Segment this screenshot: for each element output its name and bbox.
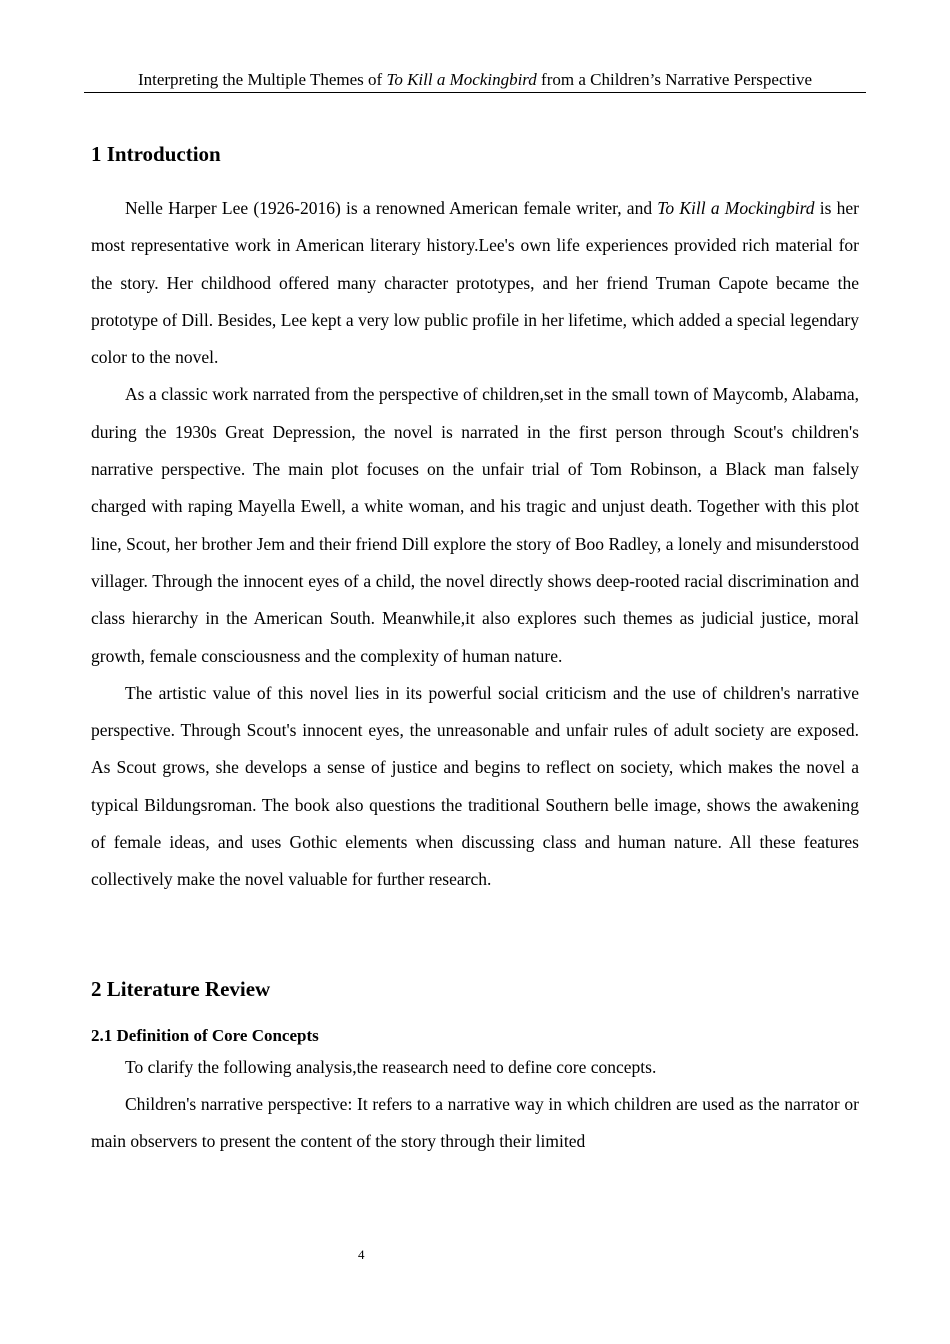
intro-p1-text-before: Nelle Harper Lee (1926-2016) is a renowned American female writer, and: [125, 198, 658, 218]
header-title-italic: To Kill a Mockingbird: [386, 70, 537, 89]
intro-paragraph-1: [91, 190, 859, 376]
header-title-before: Interpreting the Multiple Themes of: [137, 70, 387, 89]
review-paragraph-1: To clarify the following analysis,the reasearch need to define core concepts.: [125, 1056, 657, 1077]
review-paragraph-2: Children's narrative perspective: It refers to a narrative way in which children are used as the narrator or main observers to present the content of the story through their limited: [91, 1093, 859, 1152]
section-heading-introduction: 1 Introduction: [91, 142, 221, 166]
intro-paragraph-2: As a classic work narrated from the perspective of children,set in the small town of Maycomb, Alabama, during the 1930s Great Depression, the novel is narrated in the first person through Scout's children's narrative perspective. The main plot focuses on the unfair trial of Tom Robinson, a Black man falsely charged with raping Mayella Ewell, a white woman, and his tragic and unjust death. Together with this plot line, Scout, her brother Jem and their friend Dill explore the story of Boo Radley, a lonely and misunderstood villager. Through the innocent eyes of a child, the novel directly shows deep-rooted racial discrimination and class hierarchy in the American South. Meanwhile,it also explores such themes as judicial justice, moral growth, female consciousness and the complexity of human nature.: [91, 384, 859, 666]
header-title-after: from a Children’s Narrative Perspective: [536, 70, 813, 89]
intro-p1-text-after: is her most representative work in American literary history.Lee's own life experiences provided rich material for the story. Her childhood offered many character prototypes, and her friend Truman Capote became the prototype of Dill. Besides, Lee kept a very low public profile in her lifetime, which added a special legendary color to the novel.: [91, 198, 859, 368]
section-heading-literature-review: 2 Literature Review: [91, 976, 271, 1001]
document-body: [91, 138, 859, 1161]
running-header: [84, 68, 866, 93]
subsection-heading-core-concepts: 2.1 Definition of Core Concepts: [91, 1025, 319, 1045]
page-number: 4: [358, 1247, 365, 1262]
intro-p1-book-title: To Kill a Mockingbird: [657, 198, 815, 218]
intro-paragraph-3: The artistic value of this novel lies in its powerful social criticism and the use of children's narrative perspective. Through Scout's innocent eyes, the unreasonable and unfair rules of adult society are exposed. As Scout grows, she develops a sense of justice and begins to reflect on society, which makes the novel a typical Bildungsroman. The book also questions the traditional Southern belle image, shows the awakening of female ideas, and uses Gothic elements when discussing class and human nature. All these features collectively make the novel valuable for further research.: [91, 682, 859, 890]
